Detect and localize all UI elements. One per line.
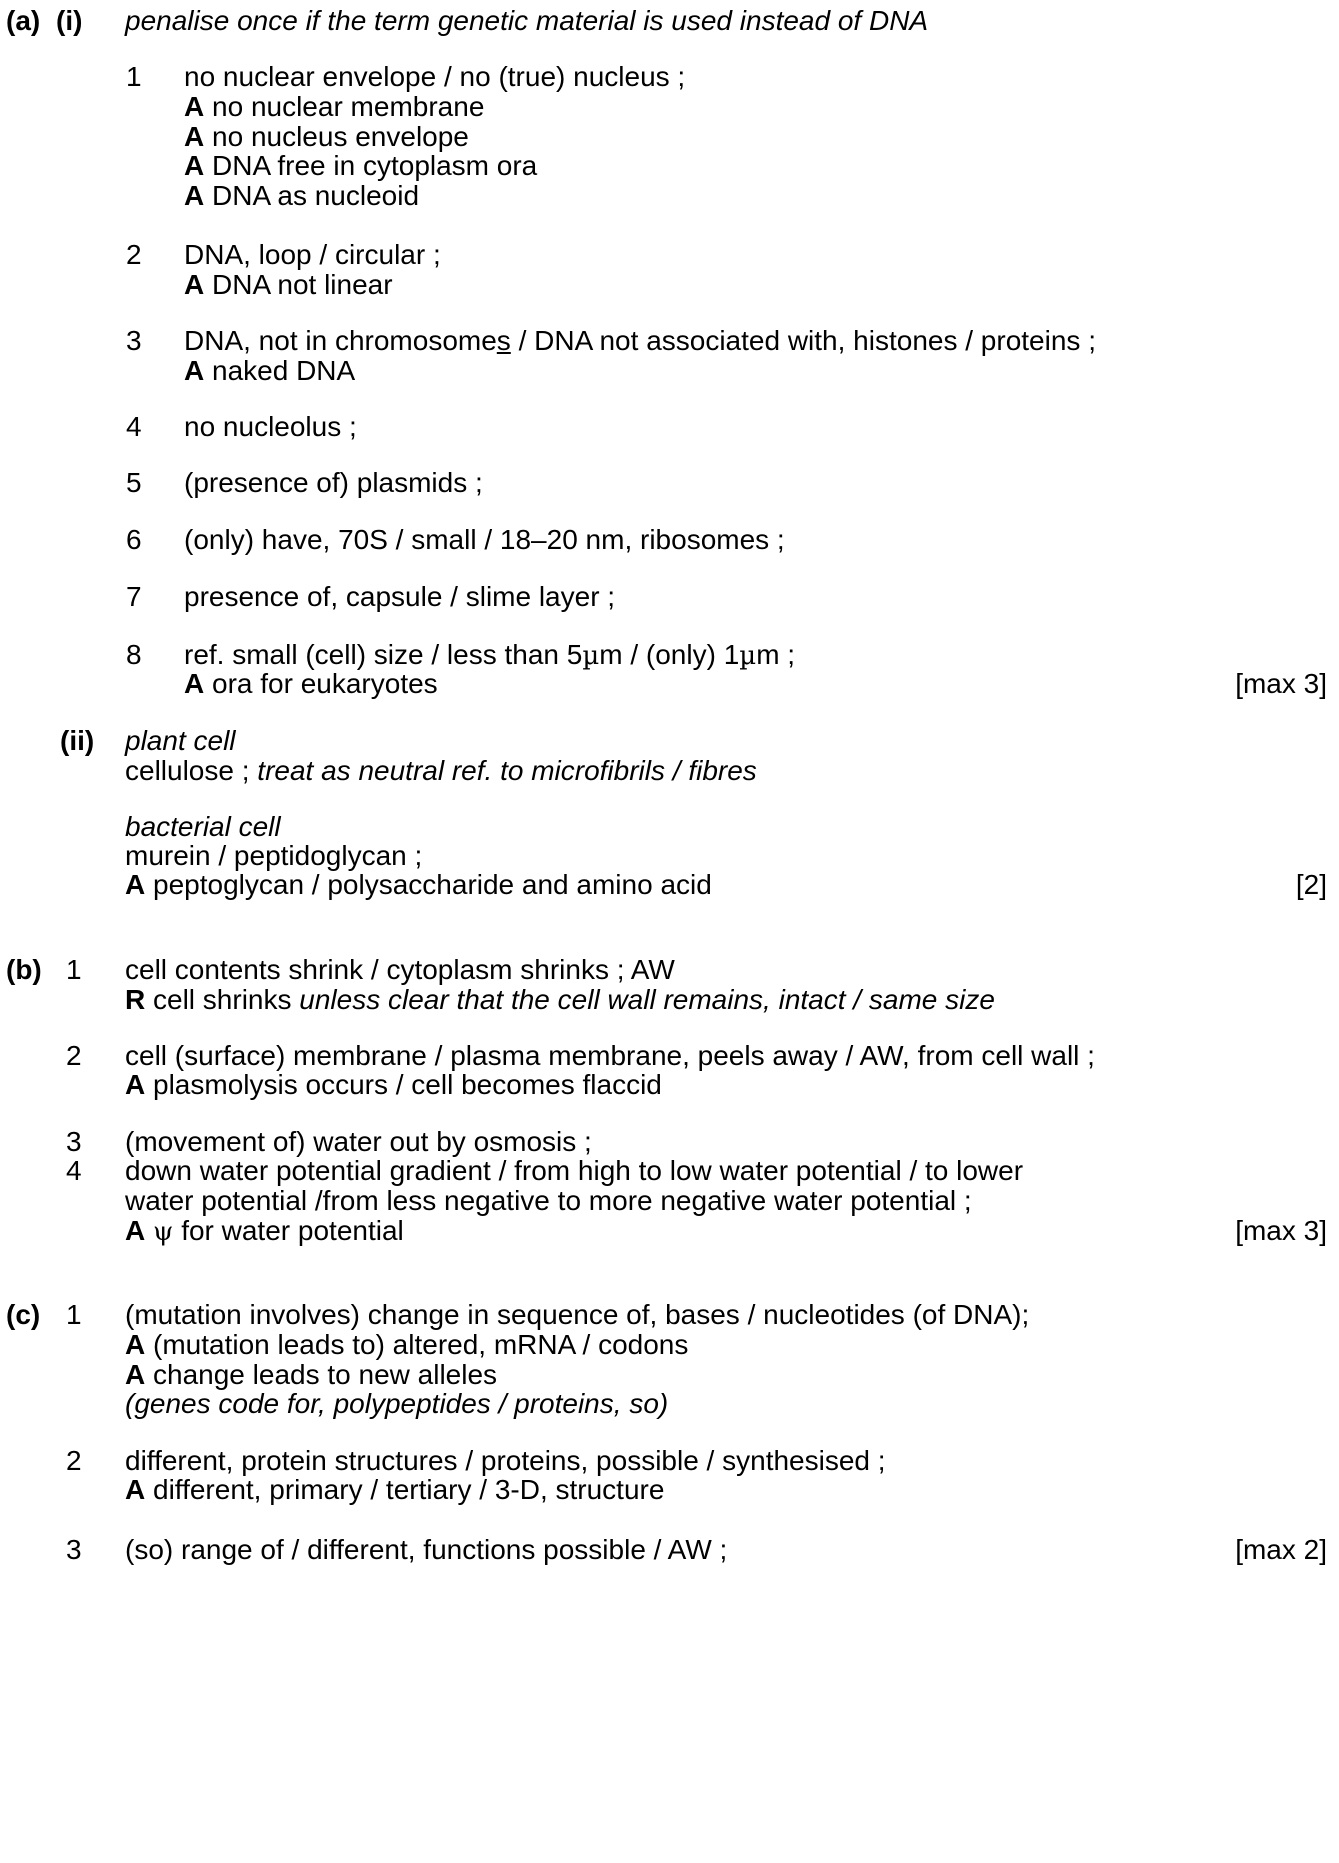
plant-cell-heading: plant cell [125, 725, 236, 756]
point-text: cell contents shrink / cytoplasm shrinks ; AW [125, 954, 675, 985]
point-text: (movement of) water out by osmosis ; [125, 1126, 592, 1157]
alternative-line [184, 178, 419, 213]
accept-prefix: A [184, 91, 205, 122]
accept-prefix: A [125, 1359, 146, 1390]
point-text: presence of, capsule / slime layer ; [184, 581, 616, 612]
point-text: DNA, loop / circular ; [184, 239, 441, 270]
alternative-text: no nuclear membrane [212, 91, 485, 122]
accept-prefix: A [125, 869, 146, 900]
alternative-text: DNA free in cytoplasm ora [212, 150, 538, 181]
accept-prefix: A [125, 1215, 146, 1246]
point-text-continued: water potential /from less negative to more negative water potential ; [125, 1185, 972, 1216]
part-c-label: (c) [6, 1299, 41, 1330]
accept-prefix: A [184, 355, 205, 386]
point-number: 5 [126, 467, 142, 498]
point-number: 3 [66, 1126, 82, 1157]
part-a-ii-label: (ii) [60, 725, 95, 756]
accept-prefix: A [184, 668, 205, 699]
reject-line: R cell shrinks unless clear that the cell wall remains, intact / same size [125, 984, 995, 1015]
alternative-text: for water potential [181, 1215, 404, 1246]
alternative-line [184, 666, 438, 701]
alternative-text: (mutation leads to) altered, mRNA / codons [153, 1329, 689, 1360]
alternative-line [125, 1213, 404, 1250]
accept-prefix: A [184, 269, 205, 300]
part-b-label: (b) [6, 954, 42, 985]
point-number: 1 [66, 954, 82, 985]
alternative-text: plasmolysis occurs / cell becomes flaccid [153, 1069, 662, 1100]
alternative-text: DNA as nucleoid [212, 180, 420, 211]
point-text: DNA, not in chromosomes / DNA not associated with, histones / proteins ; [184, 325, 1096, 356]
mark-allocation: [max 3] [1235, 668, 1327, 699]
mark-allocation: [max 3] [1235, 1215, 1327, 1246]
point-number: 6 [126, 524, 142, 555]
alternative-line [184, 267, 393, 302]
point-text: (mutation involves) change in sequence of, bases / nucleotides (of DNA); [125, 1299, 1030, 1330]
point-number: 3 [126, 325, 142, 356]
accept-prefix: A [125, 1474, 146, 1505]
point-text: (presence of) plasmids ; [184, 467, 483, 498]
point-number: 1 [66, 1299, 82, 1330]
point-number: 2 [66, 1445, 82, 1476]
plant-cell-answer: cellulose ; treat as neutral ref. to microfibrils / fibres [125, 755, 757, 786]
mark-allocation: [max 2] [1235, 1534, 1327, 1565]
point-number: 4 [126, 411, 142, 442]
point-number: 2 [126, 239, 142, 270]
point-number: 3 [66, 1534, 82, 1565]
point-number: 4 [66, 1155, 82, 1186]
alternative-line [125, 867, 712, 902]
point-text: no nucleolus ; [184, 411, 357, 442]
bacterial-cell-answer: murein / peptidoglycan ; [125, 840, 423, 871]
accept-prefix: A [125, 1329, 146, 1360]
point-number: 1 [126, 61, 142, 92]
alternative-text: DNA not linear [212, 269, 393, 300]
guidance-note: (genes code for, polypeptides / proteins, so) [125, 1388, 669, 1419]
alternative-line [125, 1067, 662, 1102]
accept-prefix: A [125, 1069, 146, 1100]
psi-symbol: ψ [153, 1217, 174, 1247]
point-number: 8 [126, 639, 142, 670]
point-number: 2 [66, 1040, 82, 1071]
alternative-text: naked DNA [212, 355, 356, 386]
accept-prefix: A [184, 180, 205, 211]
point-text: no nuclear envelope / no (true) nucleus ; [184, 61, 686, 92]
accept-prefix: A [184, 121, 205, 152]
part-a-i-note: penalise once if the term genetic material is used instead of DNA [125, 5, 929, 36]
alternative-line [184, 353, 355, 388]
point-text: cell (surface) membrane / plasma membrane, peels away / AW, from cell wall ; [125, 1040, 1095, 1071]
alternative-text: no nucleus envelope [212, 121, 469, 152]
alternative-text: change leads to new alleles [153, 1359, 498, 1390]
part-a-label: (a) [6, 5, 41, 36]
point-text: ref. small (cell) size / less than 5µm / (only) 1µm ; [184, 639, 796, 671]
reject-prefix: R [125, 984, 146, 1015]
bacterial-cell-heading: bacterial cell [125, 811, 281, 842]
point-number: 7 [126, 581, 142, 612]
part-a-i-label: (i) [56, 5, 83, 36]
accept-prefix: A [184, 150, 205, 181]
alternative-text: different, primary / tertiary / 3-D, structure [153, 1474, 665, 1505]
point-text: down water potential gradient / from high to low water potential / to lower [125, 1155, 1024, 1186]
alternative-line [125, 1472, 664, 1507]
alternative-text: ora for eukaryotes [212, 668, 438, 699]
mark-allocation: [2] [1295, 869, 1327, 900]
point-text: different, protein structures / proteins, possible / synthesised ; [125, 1445, 886, 1476]
point-text: (so) range of / different, functions possible / AW ; [125, 1534, 728, 1565]
alternative-text: peptoglycan / polysaccharide and amino acid [153, 869, 712, 900]
point-text: (only) have, 70S / small / 18–20 nm, ribosomes ; [184, 524, 785, 555]
